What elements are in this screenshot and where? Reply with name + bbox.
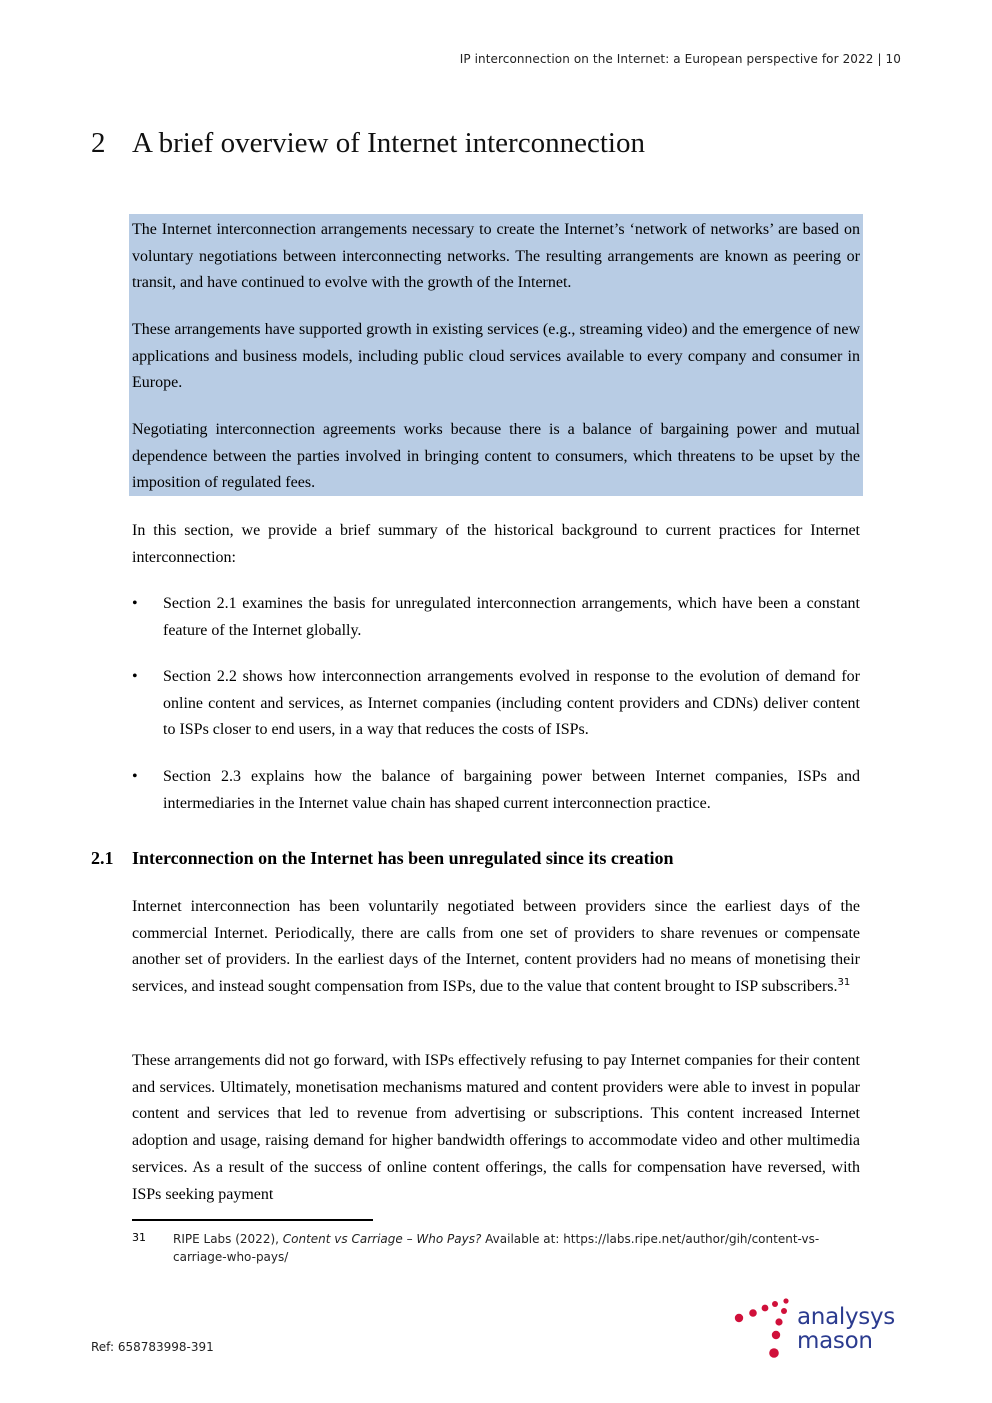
logo-line-1: analysys [797, 1304, 895, 1330]
bullet-marker: • [132, 595, 138, 612]
footnote-number: 31 [132, 1231, 146, 1244]
subsection-number: 2.1 [91, 848, 114, 868]
running-title: IP interconnection on the Internet: a European perspective for 2022 [459, 52, 874, 66]
footnote-link-text[interactable]: Available at: https://labs.ripe.net/author/gih/content-vs-carriage-who-pays/ [173, 1232, 820, 1264]
body-paragraph-1-text: Internet interconnection has been voluntarily negotiated between providers since the earliest days of the commercial Internet. Periodically, there are calls from one set of providers to share revenues or compensate another set of providers. In the earliest days of the Internet, content providers had no means of monetising their services, and instead sought compensation from ISPs, due to the value that content brought to ISP subscribers. [132, 898, 860, 996]
intro-paragraph: In this section, we provide a brief summary of the historical background to current practices for Internet interconnection: [132, 522, 860, 566]
footnote-reference[interactable]: 31 [837, 977, 851, 989]
bullet-item-section-2-3: Section 2.3 explains how the balance of bargaining power between Internet companies, ISPs and intermediaries in the Internet value chain has shaped current interconnection practice. [163, 768, 860, 812]
running-header [460, 52, 901, 66]
logo-wordmark [797, 1305, 895, 1353]
section-title: A brief overview of Internet interconnection [132, 127, 645, 159]
footnote-source: RIPE Labs (2022), [173, 1232, 283, 1246]
body-paragraph-1 [132, 894, 860, 1001]
highlight-paragraph-3: Negotiating interconnection agreements works because there is a balance of bargaining power and mutual dependence between the parties involved in bringing content to consumers, which threatens to be upset by the imposition of regulated fees. [132, 421, 860, 492]
bullet-item-section-2-1: Section 2.1 examines the basis for unregulated interconnection arrangements, which have been a constant feature of the Internet globally. [163, 595, 860, 639]
subsection-title: Interconnection on the Internet has been unregulated since its creation [132, 848, 674, 868]
footnote-text [173, 1230, 863, 1266]
section-number: 2 [91, 127, 106, 159]
highlight-paragraph-1: The Internet interconnection arrangements necessary to create the Internet’s ‘network of networks’ are based on voluntary negotiations between interconnecting networks. The resulting arrangements are known as peering or transit, and have continued to evolve with the growth of the Internet. [132, 221, 860, 292]
subsection-heading [91, 848, 674, 869]
document-reference: Ref: 658783998-391 [91, 1340, 214, 1354]
section-heading [91, 127, 645, 160]
footnote-title: Content vs Carriage – Who Pays? [282, 1232, 482, 1246]
highlight-paragraph-2: These arrangements have supported growth in existing services (e.g., streaming video) and the emergence of new applications and business models, including public cloud services available to every company and consumer in Europe. [132, 321, 860, 392]
bullet-marker: • [132, 768, 138, 785]
footnote-separator [132, 1219, 373, 1221]
page-number: 10 [885, 52, 901, 66]
bullet-item-section-2-2: Section 2.2 shows how interconnection arrangements evolved in response to the evolution of demand for online content and services, as Internet companies (including content providers and CDNs) deliver content to ISPs closer to end users, in a way that reduces the costs of ISPs. [163, 668, 860, 739]
body-paragraph-2: These arrangements did not go forward, with ISPs effectively refusing to pay Internet companies for their content and services. Ultimately, monetisation mechanisms matured and content providers were able to invest in popular content and services that led to revenue from advertising or subscriptions. This content increased Internet adoption and usage, raising demand for higher bandwidth offerings to accommodate video and other multimedia services. As a result of the success of online content offerings, the calls for compensation have reversed, with ISPs seeking payment [132, 1052, 860, 1203]
bullet-marker: • [132, 668, 138, 685]
header-separator: | [877, 52, 882, 66]
logo-line-2: mason [797, 1328, 873, 1354]
